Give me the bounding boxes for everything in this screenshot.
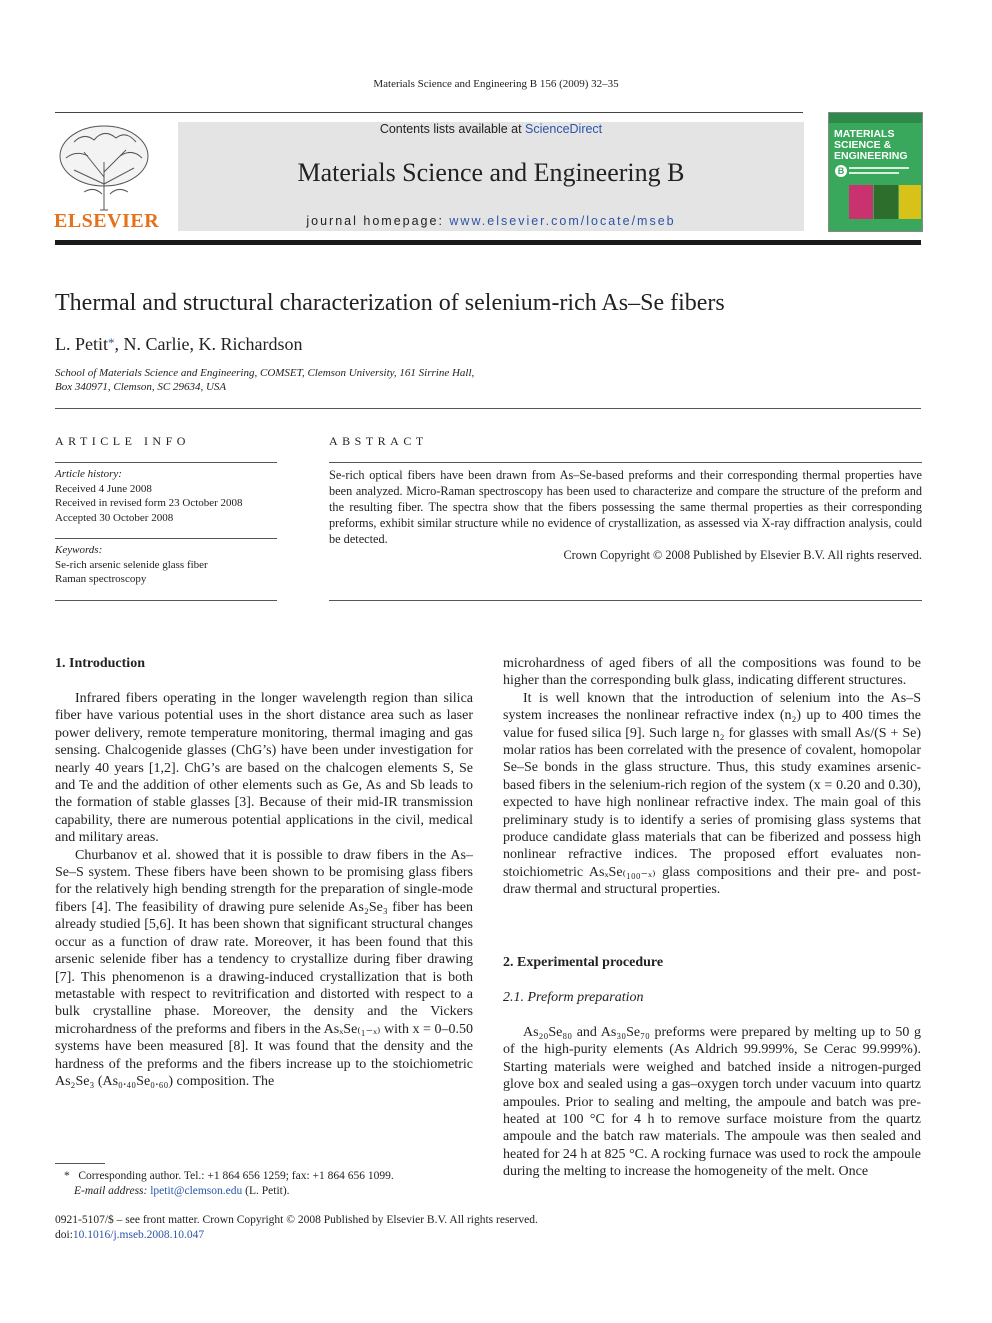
- email-label: E-mail address:: [74, 1184, 148, 1197]
- section-heading-experimental: 2. Experimental procedure: [503, 955, 664, 970]
- corresponding-author-mark[interactable]: *: [108, 335, 115, 350]
- email-suffix: (L. Petit).: [242, 1184, 290, 1197]
- intro-paragraph-1: Infrared fibers operating in the longer wavelength region than silica fiber have various potential uses in the short distance area such as laser power delivery, remote temperature monitoring, thermal imaging and gas sensing. Chalcogenide glasses (ChG’s) have been under investigation for nearly 40 years [1,2]. ChG’s are based on the chalcogen elements S, Se and Te and the addition of other elements such as Ge, As and Sb leads to the formation of stable glasses [3]. Because of their mid-IR transmission capability, there are numerous potential applications in the civil, medical and military areas.: [55, 691, 473, 846]
- experimental-body: [503, 1024, 921, 1181]
- abstract-label: ABSTRACT: [329, 434, 428, 448]
- experimental-paragraph-1: As₂₀Se₈₀ and As₃₀Se₇₀ preforms were prepared by melting up to 50 g of the high-purity elements (As Aldrich 99.999%, Se Cerac 99.999%). Starting materials were weighed and batched inside a nitrogen-purged glove box and sealed using a gas–oxygen torch under vacuum into quartz ampoules. Prior to sealing and melting, the ampoule and batch was pre-heated at 100 °C for 4 h to remove surface moisture from the quartz ampoule and the batch raw materials. The ampoule was then sealed and heated for 24 h at 825 °C. A rocking furnace was used to rock the ampoule during the melting to increase the homogeneity of the melt. Once: [503, 1025, 921, 1180]
- keywords: [55, 543, 280, 587]
- author-rest: , N. Carlie, K. Richardson: [114, 334, 303, 354]
- cover-title: MATERIALS SCIENCE & ENGINEERING: [834, 128, 908, 162]
- revised-date: Received in revised form 23 October 2008: [55, 497, 243, 509]
- article-info-label: ARTICLE INFO: [55, 434, 190, 448]
- email-link[interactable]: lpetit@clemson.edu: [150, 1184, 243, 1197]
- abstract-body: [329, 467, 922, 563]
- footnote-rule: [55, 1163, 105, 1164]
- doi-link[interactable]: 10.1016/j.mseb.2008.10.047: [72, 1228, 205, 1241]
- journal-title: Materials Science and Engineering B: [297, 158, 685, 187]
- abstract-text: Se-rich optical fibers have been drawn from As–Se-based preforms and their corresponding thermal properties have been analyzed. Micro-Raman spectroscopy has been used to characterize and compare the structure of the preform and the resulting fiber. The spectra show that the fibers possessing the same thermal properties as their corresponding preforms, exhibit similar structure while no evidence of crystallization, as assessed via X-ray diffraction analysis, could be detected.: [329, 468, 922, 546]
- doi-prefix: doi:: [55, 1228, 73, 1241]
- intro-paragraph-2: Churbanov et al. showed that it is possible to draw fibers in the As–Se–S system. These fibers have been shown to be promising glass fibers for the relatively high bending strength for the preparation of single-mode fibers [4]. The feasibility of drawing pure selenide As₂Se₃ fiber has been already studied [5,6]. It has been shown that significant structural changes occur as a function of draw rate. Moreover, it has been found that this arsenic selenide fiber has a tendency to crystallize during fiber drawing [7]. This phenomenon is a drawing-induced crystallization that is both metastable with respect to revitrification and distorted with respect to a bulk crystalline phase. Moreover, the density and the Vickers microhardness of the preforms and fibers in the AsₓSe₍₁₋ₓ₎ with x = 0–0.50 systems have been measured [8]. It was found that the density and the hardness of the preforms and the fibers increase up to the stoichiometric As₂Se₃ (As₀.₄₀Se₀.₆₀) composition. The: [55, 847, 473, 1089]
- cover-letter-badge: B: [835, 165, 847, 177]
- intro-paragraph-3: microhardness of aged fibers of all the compositions was found to be higher than the corresponding bulk glass, indicating different structures.: [503, 656, 921, 689]
- keywords-label: Keywords:: [55, 544, 103, 556]
- received-date: Received 4 June 2008: [55, 482, 152, 495]
- right-column: [503, 655, 921, 899]
- footnote-mark: *: [64, 1170, 70, 1182]
- abstract-copyright: Crown Copyright © 2008 Published by Elsevier B.V. All rights reserved.: [563, 548, 922, 562]
- article-title: Thermal and structural characterization of selenium-rich As–Se fibers: [55, 290, 725, 316]
- tree-icon: [54, 122, 154, 212]
- journal-cover: [828, 112, 923, 232]
- contents-line: [178, 122, 804, 136]
- corresponding-author-note: Corresponding author. Tel.: +1 864 656 1259; fax: +1 864 656 1099.: [78, 1170, 394, 1182]
- affiliation-line1: School of Materials Science and Engineering, COMSET, Clemson University, 161 Sirrine Hall,: [55, 367, 475, 379]
- front-matter-line: 0921-5107/$ – see front matter. Crown Copyright © 2008 Published by Elsevier B.V. All rights reserved.: [55, 1214, 538, 1226]
- cover-image-magenta: [849, 185, 873, 219]
- affiliation-line2: Box 340971, Clemson, SC 29634, USA: [55, 381, 227, 393]
- running-head: Materials Science and Engineering B 156 (2009) 32–35: [373, 78, 619, 90]
- header-top-rule: [55, 112, 803, 113]
- article-history: [55, 467, 280, 525]
- journal-homepage: [178, 214, 804, 228]
- header-bottom-rule: [55, 240, 921, 245]
- author-first: L. Petit: [55, 334, 108, 354]
- cover-image-green: [874, 185, 898, 219]
- keyword-item: Raman spectroscopy: [55, 573, 147, 585]
- history-label: Article history:: [55, 468, 122, 480]
- sciencedirect-link[interactable]: ScienceDirect: [525, 122, 603, 136]
- keyword-item: Se-rich arsenic selenide glass fiber: [55, 558, 208, 571]
- section-heading-introduction: 1. Introduction: [55, 656, 145, 671]
- left-column: [55, 690, 473, 1090]
- contents-prefix: Contents lists available at: [379, 122, 526, 136]
- author-list: [55, 334, 302, 355]
- title-bottom-rule: [55, 408, 921, 409]
- homepage-prefix: journal homepage:: [306, 214, 450, 228]
- page-footer: [55, 1213, 921, 1242]
- homepage-link[interactable]: www.elsevier.com/locate/mseb: [449, 214, 676, 228]
- intro-paragraph-4: It is well known that the introduction of selenium into the As–S system increases the nonlinear refractive index (n₂) up to 400 times the value for fused silica [9]. Such large n₂ for glasses with small As/(S + Se) molar ratios has been correlated with the presence of covalent, homopolar Se–Se bonds in the glass structure. Thus, this study examines arsenic-based fibers in the selenium-rich region of the system (x = 0.20 and 0.30), expected to have high nonlinear refractive index. The main goal of this preliminary study is to identify a series of promising glass systems that produce candidate glass materials that can be fiberized and possess high nonlinear refractive indices. The proposed effort evaluates non-stoichiometric AsₓSe₍₁₀₀₋ₓ₎ glass compositions and their pre- and post-draw thermal and structural properties.: [503, 690, 921, 898]
- elsevier-wordmark: ELSEVIER: [54, 210, 160, 232]
- subsection-heading-preform: 2.1. Preform preparation: [503, 990, 644, 1005]
- cover-image-yellow: [899, 185, 921, 219]
- footnote: [64, 1169, 484, 1198]
- affiliation: [55, 366, 474, 394]
- accepted-date: Accepted 30 October 2008: [55, 511, 174, 524]
